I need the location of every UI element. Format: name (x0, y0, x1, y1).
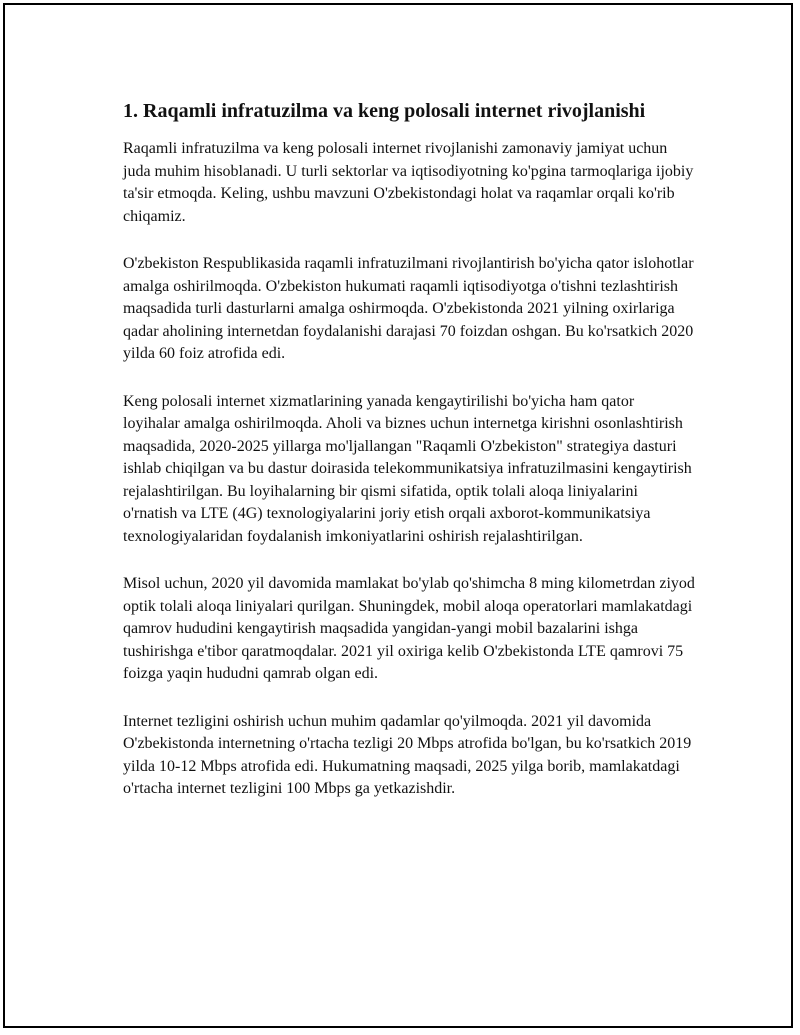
section-heading: 1. Raqamli infratuzilma va keng polosali internet rivojlanishi (123, 100, 646, 122)
paragraph-reforms: O'zbekiston Respublikasida raqamli infratuzilmani rivojlantirish bo'yicha qator islohotlar amalga oshirilmoqda. O'zbekiston hukumati raqamli iqtisodiyotga o'tishni tezlashtirish maqsadida turli dasturlarni amalga oshirmoqda. O'zbekistonda 2021 yilning oxirlariga qadar aholining internetdan foydalanishi darajasi 70 foizdan oshgan. Bu ko'rsatkich 2020 yilda 60 foiz atrofida edi. (123, 255, 694, 362)
paragraph-fiber-lte: Misol uchun, 2020 yil davomida mamlakat bo'ylab qo'shimcha 8 ming kilometrdan ziyod optik tolali aloqa liniyalari qurilgan. Shuningdek, mobil aloqa operatorlari mamlakatdagi qamrov hududini kengaytirish maqsadida yangidan-yangi mobil bazalarini ishga tushirishga e'tibor qaratmoqdalar. 2021 yil oxiriga kelib O'zbekistonda LTE qamrovi 75 foizga yaqin hududni qamrab olgan edi. (123, 575, 695, 682)
paragraph-intro: Raqamli infratuzilma va keng polosali internet rivojlanishi zamonaviy jamiyat uchun juda muhim hisoblanadi. U turli sektorlar va iqtisodiyotning ko'pgina tarmoqlariga ijobiy ta'sir etmoqda. Keling, ushbu mavzuni O'zbekistondagi holat va raqamlar orqali ko'rib chiqamiz. (123, 140, 694, 225)
paragraph-broadband-projects: Keng polosali internet xizmatlarining yanada kengaytirilishi bo'yicha ham qator loyihalar amalga oshirilmoqda. Aholi va biznes uchun internetga kirishni osonlashtirish maqsadida, 2020-2025 yillarga mo'ljallangan "Raqamli O'zbekiston" strategiya dasturi ishlab chiqilgan va bu dastur doirasida telekommunikatsiya infratuzilmasini kengaytirish rejalashtirilgan. Bu loyihalarning bir qismi sifatida, optik tolali aloqa liniyalarini o'rnatish va LTE (4G) texnologiyalarini joriy etish orqali axborot-kommunikatsiya texnologiyalaridan foydalanish imkoniyatlarini oshirish rejalashtirilgan. (123, 392, 692, 545)
document-body (123, 98, 695, 826)
page-frame (3, 3, 793, 1028)
paragraph-internet-speed: Internet tezligini oshirish uchun muhim qadamlar qo'yilmoqda. 2021 yil davomida O'zbekistonda internetning o'rtacha tezligi 20 Mbps atrofida bo'lgan, bu ko'rsatkich 2019 yilda 10-12 Mbps atrofida edi. Hukumatning maqsadi, 2025 yilga borib, mamlakatdagi o'rtacha internet tezligini 100 Mbps ga yetkazishdir. (123, 712, 692, 797)
